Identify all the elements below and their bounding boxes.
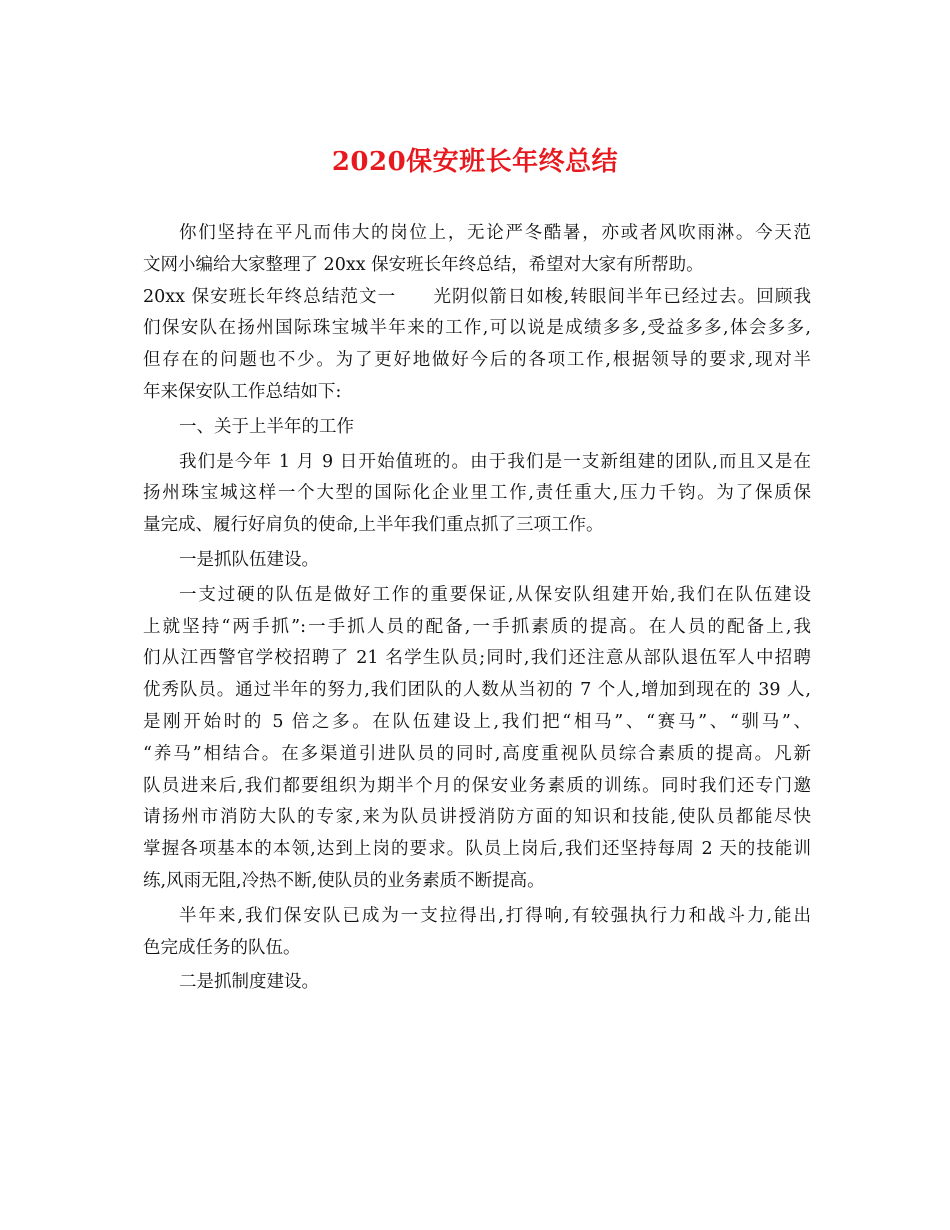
document-body: [143, 218, 811, 999]
section-heading: 一、关于上半年的工作: [179, 416, 354, 437]
subsection-heading: 二是抓制度建设。: [179, 972, 319, 993]
paragraph-line: 优秀队员。通过半年的努力,我们团队的人数从当初的 7 个人,增加到现在的 39 人,: [143, 680, 811, 701]
paragraph-line: 队员进来后,我们都要组织为期半个月的保安业务素质的训练。同时我们还专门邀: [143, 775, 811, 796]
paragraph-line: 年来保安队工作总结如下:: [143, 381, 342, 402]
paragraph-line: 们保安队在扬州国际珠宝城半年来的工作,可以说是成绩多多,受益多多,体会多多,: [143, 318, 811, 339]
paragraph-line: 们从江西警官学校招聘了 21 名学生队员;同时,我们还注意从部队退伍军人中招聘: [143, 648, 811, 669]
paragraph-line: 但存在的问题也不少。为了更好地做好今后的各项工作,根据领导的要求,现对半: [143, 350, 811, 371]
paragraph-line: 量完成、履行好肩负的使命,上半年我们重点抓了三项工作。: [143, 515, 604, 536]
subsection-heading: 一是抓队伍建设。: [179, 549, 319, 570]
paragraph-line: 我们是今年 1 月 9 日开始值班的。由于我们是一支新组建的团队,而且又是在: [179, 451, 811, 472]
paragraph-line: 上就坚持“两手抓”:一手抓人员的配备,一手抓素质的提高。在人员的配备上,我: [143, 616, 811, 637]
paragraph-line: 你们坚持在平凡而伟大的岗位上，无论严冬酷暑，亦或者风吹雨淋。今天范: [179, 223, 811, 243]
paragraph-line: 扬州珠宝城这样一个大型的国际化企业里工作,责任重大,压力千钧。为了保质保: [143, 483, 811, 504]
paragraph-line: 一支过硬的队伍是做好工作的重要保证,从保安队组建开始,我们在队伍建设: [179, 584, 811, 605]
paragraph-line: “养马”相结合。在多渠道引进队员的同时,高度重视队员综合素质的提高。凡新: [143, 743, 811, 764]
paragraph-line: 20xx 保安班长年终总结范文一 光阴似箭日如梭,转眼间半年已经过去。回顾我: [143, 286, 811, 307]
paragraph-line: 半年来,我们保安队已成为一支拉得出,打得响,有较强执行力和战斗力,能出: [179, 905, 811, 926]
document-title: 2020保安班长年终总结: [331, 147, 619, 177]
paragraph-line: 色完成任务的队伍。: [143, 937, 301, 958]
paragraph-line: 是刚开始时的 5 倍之多。在队伍建设上,我们把“相马”、“赛马”、“驯马”、: [143, 711, 811, 732]
paragraph-line: 练,风雨无阻,冷热不断,使队员的业务素质不断提高。: [143, 870, 545, 891]
paragraph-line: 请扬州市消防大队的专家,来为队员讲授消防方面的知识和技能,使队员都能尽快: [143, 807, 811, 828]
paragraph-line: 文网小编给大家整理了 20xx 保安班长年终总结，希望对大家有所帮助。: [143, 254, 704, 275]
paragraph-line: 掌握各项基本的本领,达到上岗的要求。队员上岗后,我们还坚持每周 2 天的技能训: [143, 839, 811, 860]
